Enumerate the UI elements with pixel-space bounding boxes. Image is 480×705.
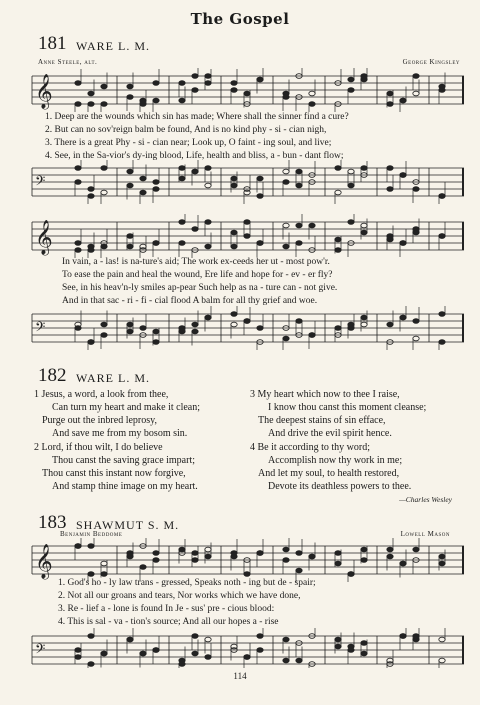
note-head: [192, 322, 198, 327]
note-head: [179, 166, 185, 171]
note-head: [296, 658, 302, 663]
note-head: [153, 98, 159, 103]
hymn-number: 183: [38, 512, 67, 533]
note-head: [205, 74, 211, 79]
note-head: [400, 315, 406, 320]
note-head: [283, 244, 289, 249]
hymn-number: 182: [38, 365, 67, 386]
note-head: [283, 658, 289, 663]
note-head: [88, 248, 94, 253]
note-head: [296, 169, 302, 174]
note-head: [101, 572, 107, 577]
note-head: [244, 91, 250, 96]
note-head: [88, 340, 94, 345]
note-head: [75, 248, 81, 253]
note-head: [153, 648, 159, 653]
note-head: [179, 326, 185, 331]
note-head: [257, 241, 263, 246]
music-staff: [30, 68, 466, 112]
page-header: The Gospel: [190, 10, 290, 28]
verse-line: Thou canst the saving grace impart;: [52, 455, 196, 466]
note-head: [192, 558, 198, 563]
note-head: [257, 634, 263, 639]
note-head: [179, 220, 185, 225]
note-head: [205, 637, 211, 642]
note-head: [244, 572, 250, 577]
note-head: [75, 102, 81, 107]
lyric-line: 1. Deep are the wounds which sin has made; Where shall the sinner find a cure?: [45, 112, 349, 122]
note-head: [309, 102, 315, 107]
note-head: [257, 551, 263, 556]
note-head: [153, 187, 159, 192]
note-head: [179, 547, 185, 552]
note-head: [283, 169, 289, 174]
note-head: [179, 241, 185, 246]
verse-line: And drive the evil spirit hence.: [268, 428, 392, 439]
note-head: [257, 77, 263, 82]
svg-text:𝄢: 𝄢: [35, 173, 46, 192]
note-head: [75, 166, 81, 171]
note-head: [348, 648, 354, 653]
note-head: [335, 248, 341, 253]
note-head: [244, 319, 250, 324]
verse-line: Thou canst this instant now forgive,: [42, 468, 186, 479]
note-head: [231, 183, 237, 188]
svg-text:𝄞: 𝄞: [35, 74, 53, 109]
lyrics-block: [58, 577, 316, 629]
note-head: [153, 81, 159, 86]
note-head: [387, 234, 393, 239]
note-head: [348, 183, 354, 188]
note-head: [387, 187, 393, 192]
note-head: [283, 336, 289, 341]
note-head: [361, 230, 367, 235]
stanza: [250, 388, 426, 440]
note-group: [75, 628, 445, 668]
note-head: [296, 551, 302, 556]
note-head: [192, 227, 198, 232]
note-head: [335, 561, 341, 566]
note-head: [205, 547, 211, 552]
hymn-number: 181: [38, 33, 67, 54]
page-number: 114: [233, 671, 247, 681]
note-head: [231, 322, 237, 327]
note-head: [413, 227, 419, 232]
note-head: [387, 322, 393, 327]
tune-name: WARE L. M.: [76, 371, 150, 385]
note-head: [127, 244, 133, 249]
note-head: [283, 95, 289, 100]
note-head: [335, 190, 341, 195]
note-head: [413, 187, 419, 192]
stanza: [34, 441, 198, 493]
note-head: [413, 547, 419, 552]
note-head: [192, 88, 198, 93]
composer-credit: George Kingsley: [402, 58, 460, 66]
note-head: [335, 637, 341, 642]
note-head: [335, 551, 341, 556]
note-head: [283, 547, 289, 552]
note-head: [153, 558, 159, 563]
lyric-line: 3. Re - lief a - lone is found In Je - sus' pre - cious blood:: [58, 604, 275, 614]
note-head: [413, 74, 419, 79]
note-head: [296, 183, 302, 188]
note-head: [88, 544, 94, 549]
note-head: [283, 558, 289, 563]
note-head: [309, 91, 315, 96]
verse-line: And save me from my bosom sin.: [52, 428, 188, 439]
note-head: [413, 336, 419, 341]
note-head: [205, 655, 211, 660]
note-head: [387, 102, 393, 107]
note-head: [140, 651, 146, 656]
note-head: [387, 554, 393, 559]
note-head: [400, 173, 406, 178]
note-head: [179, 98, 185, 103]
note-head: [192, 651, 198, 656]
note-head: [439, 554, 445, 559]
lyric-line: 2. But can no sov'reign balm be found, And is no kind phy - si - cian nigh,: [45, 125, 327, 135]
note-head: [244, 220, 250, 225]
note-head: [88, 194, 94, 199]
note-head: [361, 322, 367, 327]
note-head: [400, 561, 406, 566]
note-head: [192, 551, 198, 556]
verse-line: The deepest stains of sin efface,: [258, 415, 386, 426]
note-head: [387, 91, 393, 96]
note-head: [127, 234, 133, 239]
music-staff: [30, 306, 466, 350]
note-head: [88, 572, 94, 577]
verse-line: 4 Be it according to thy word;: [250, 442, 370, 453]
verse-line: I know thou canst this moment cleanse;: [268, 402, 427, 413]
note-head: [153, 551, 159, 556]
note-head: [205, 244, 211, 249]
note-head: [257, 648, 263, 653]
note-head: [153, 241, 159, 246]
note-head: [140, 190, 146, 195]
music-staff: [30, 538, 466, 582]
note-head: [101, 190, 107, 195]
note-head: [205, 554, 211, 559]
note-head: [296, 319, 302, 324]
music-staff: [30, 160, 466, 204]
note-head: [75, 648, 81, 653]
note-head: [192, 169, 198, 174]
verse-line: And let my soul, to health restored,: [258, 468, 400, 479]
note-head: [127, 84, 133, 89]
note-head: [309, 333, 315, 338]
author-credit: Anne Steele, alt.: [38, 58, 98, 66]
note-head: [387, 166, 393, 171]
lyric-line: To ease the pain and heal the wound, Ere life and hope for - ev - er fly?: [62, 270, 333, 280]
note-head: [179, 662, 185, 667]
note-head: [348, 220, 354, 225]
svg-text:𝄢: 𝄢: [35, 641, 46, 660]
stanza: [34, 388, 200, 440]
note-head: [75, 180, 81, 185]
note-head: [244, 190, 250, 195]
note-head: [283, 180, 289, 185]
note-head: [361, 166, 367, 171]
note-head: [153, 180, 159, 185]
verse-line: Accomplish now thy work in me;: [268, 455, 403, 466]
verse-line: 2 Lord, if thou wilt, I do believe: [34, 442, 163, 453]
signature: —Charles Wesley: [399, 495, 452, 504]
note-head: [283, 637, 289, 642]
note-head: [257, 194, 263, 199]
note-head: [101, 244, 107, 249]
note-head: [101, 102, 107, 107]
note-head: [439, 312, 445, 317]
note-head: [413, 91, 419, 96]
note-head: [348, 77, 354, 82]
note-head: [140, 565, 146, 570]
verse-line: 3 My heart which now to thee I raise,: [250, 389, 400, 400]
note-head: [387, 547, 393, 552]
note-head: [231, 554, 237, 559]
note-head: [179, 176, 185, 181]
note-head: [205, 183, 211, 188]
note-head: [231, 88, 237, 93]
verse-line: Can turn my heart and make it clean;: [52, 402, 201, 413]
note-head: [231, 176, 237, 181]
svg-text:𝄞: 𝄞: [35, 220, 53, 255]
music-staff: [30, 214, 466, 258]
stanza: [250, 441, 411, 493]
note-head: [127, 169, 133, 174]
note-head: [231, 644, 237, 649]
note-head: [361, 315, 367, 320]
note-head: [439, 561, 445, 566]
note-head: [296, 223, 302, 228]
verse-line: Devote its deathless powers to thee.: [268, 481, 412, 492]
note-head: [101, 651, 107, 656]
note-head: [75, 241, 81, 246]
note-head: [127, 551, 133, 556]
note-head: [361, 641, 367, 646]
note-head: [205, 220, 211, 225]
note-head: [205, 166, 211, 171]
lyrics-block: [45, 111, 349, 163]
author-credit: Benjamin Beddome: [60, 530, 123, 538]
svg-text:𝄢: 𝄢: [35, 319, 46, 338]
note-head: [127, 329, 133, 334]
note-head: [309, 223, 315, 228]
note-head: [192, 74, 198, 79]
note-head: [348, 572, 354, 577]
note-head: [387, 658, 393, 663]
note-head: [361, 223, 367, 228]
note-head: [348, 322, 354, 327]
lyric-line: In vain, a - las! is na-ture's aid; The work ex-ceeds her ut - most pow'r.: [62, 257, 330, 267]
composer-credit: Lowell Mason: [400, 530, 450, 538]
note-head: [75, 326, 81, 331]
note-head: [439, 88, 445, 93]
note-head: [192, 329, 198, 334]
note-head: [335, 166, 341, 171]
note-head: [140, 176, 146, 181]
note-head: [257, 326, 263, 331]
tune-name: SHAWMUT S. M.: [76, 518, 180, 532]
note-head: [439, 340, 445, 345]
note-head: [153, 340, 159, 345]
note-head: [101, 333, 107, 338]
note-head: [205, 315, 211, 320]
lyric-line: And in that sac - ri - fi - cial flood A balm for all thy grief and woe.: [62, 296, 318, 306]
note-head: [335, 644, 341, 649]
tune-name: WARE L. M.: [76, 39, 150, 53]
note-head: [361, 547, 367, 552]
note-head: [257, 176, 263, 181]
note-head: [75, 81, 81, 86]
note-head: [348, 169, 354, 174]
note-head: [335, 237, 341, 242]
note-head: [244, 655, 250, 660]
note-head: [192, 634, 198, 639]
note-head: [309, 554, 315, 559]
note-head: [88, 662, 94, 667]
note-head: [88, 102, 94, 107]
note-head: [439, 658, 445, 663]
note-head: [127, 95, 133, 100]
note-head: [413, 319, 419, 324]
note-head: [361, 558, 367, 563]
verse-line: 1 Jesus, a word, a look from thee,: [34, 389, 169, 400]
note-head: [179, 81, 185, 86]
svg-text:𝄞: 𝄞: [35, 544, 53, 579]
lyric-line: 4. See, in the Sa-vior's dy-ing blood, Life, health and bliss, a - bun - dant flow;: [45, 151, 344, 161]
note-head: [101, 166, 107, 171]
note-head: [361, 651, 367, 656]
lyric-line: 1. God's ho - ly law trans - gressed, Speaks noth - ing but de - spair;: [58, 578, 316, 588]
note-head: [140, 98, 146, 103]
note-head: [140, 326, 146, 331]
note-head: [296, 241, 302, 246]
note-head: [413, 634, 419, 639]
note-head: [88, 634, 94, 639]
note-head: [88, 91, 94, 96]
note-head: [335, 326, 341, 331]
verse-line: Purge out the inbred leprosy,: [42, 415, 157, 426]
note-head: [439, 637, 445, 642]
note-head: [348, 88, 354, 93]
lyrics-block: [62, 256, 337, 308]
note-head: [75, 655, 81, 660]
note-head: [101, 561, 107, 566]
note-head: [205, 81, 211, 86]
note-head: [439, 194, 445, 199]
note-head: [231, 244, 237, 249]
note-head: [75, 544, 81, 549]
note-head: [140, 244, 146, 249]
music-staff: [30, 628, 466, 668]
note-head: [296, 568, 302, 573]
note-head: [231, 230, 237, 235]
lyric-line: See, in his heav'n-ly smiles ap-pear Such help as na - ture can - not give.: [62, 283, 338, 293]
note-head: [88, 187, 94, 192]
note-head: [153, 329, 159, 334]
note-head: [361, 74, 367, 79]
lyric-line: 3. There is a great Phy - si - cian near; Look up, O faint - ing soul, and live;: [45, 138, 332, 148]
note-head: [400, 98, 406, 103]
note-head: [231, 81, 237, 86]
note-head: [231, 312, 237, 317]
note-head: [244, 234, 250, 239]
lyric-line: 2. Not all our groans and tears, Nor works which we have done,: [58, 591, 301, 601]
verse-line: And stamp thine image on my heart.: [52, 481, 198, 492]
note-head: [101, 84, 107, 89]
note-head: [127, 183, 133, 188]
lyric-line: 4. This is sal - va - tion's source; And all our hopes a - rise: [58, 617, 279, 627]
note-head: [101, 322, 107, 327]
note-head: [283, 223, 289, 228]
note-head: [127, 322, 133, 327]
